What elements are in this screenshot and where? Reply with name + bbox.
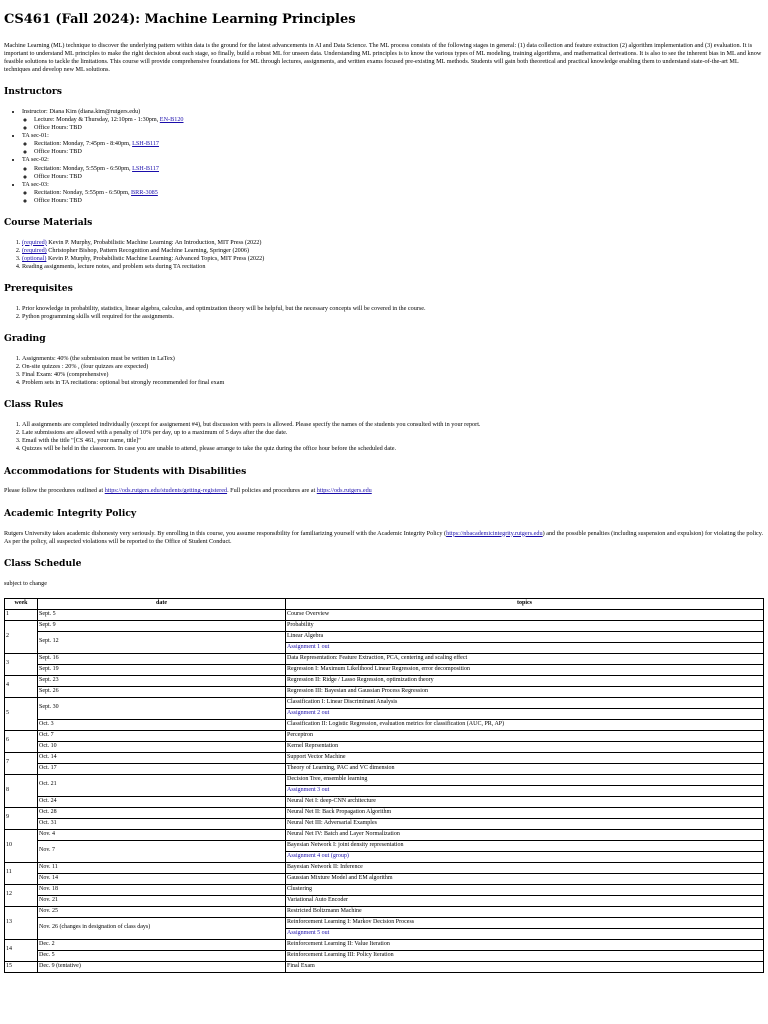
date-cell: Oct. 28 xyxy=(38,807,286,818)
optional-tag-link[interactable]: (optional) xyxy=(22,254,47,262)
topic-cell: Course Overview xyxy=(286,609,764,620)
topic-cell: Data Representation: Feature Extraction, PCA, centering and scaling effect xyxy=(286,653,764,664)
ta1-room-link[interactable]: LSH-B117 xyxy=(132,140,160,148)
date-cell: Sept. 19 xyxy=(38,664,286,675)
material-item xyxy=(22,247,764,255)
ta-label-1: TA sec-01: xyxy=(22,132,49,140)
topic-cell: Regression II: Ridge / Lasso Regression, optimization theory xyxy=(286,675,764,686)
topic-cell: Reinforcement Learning I: Markov Decision Process xyxy=(286,917,764,928)
week-cell: 12 xyxy=(5,884,38,906)
date-cell: Oct. 31 xyxy=(38,818,286,829)
schedule-row xyxy=(5,895,764,906)
schedule-row xyxy=(5,829,764,840)
assignment-link[interactable]: Assignment 3 out xyxy=(286,785,764,796)
schedule-row xyxy=(5,609,764,620)
material-item xyxy=(22,239,764,247)
ta-label-3: TA sec-03: xyxy=(22,180,49,188)
rule-item: 4. Quizzes will be held in the classroom. In case you are unable to attend, please arrange to take the quiz during the office hour before the scheduled date. xyxy=(22,445,764,453)
accommodations-text-part: Please follow the procedures outlined at xyxy=(4,487,105,495)
ta1-office-hours: ◦ Office Hours: TBD xyxy=(34,148,764,156)
topic-cell: Classification I: Linear Discriminant Analysis xyxy=(286,697,764,708)
instructor-name: Instructor: Diana Kim (diana.kim@rutgers.edu) xyxy=(22,108,141,116)
material-text: Kevin P. Murphy, Probabilistic Machine Learning: An Introduction, MIT Press (2022) xyxy=(46,238,262,246)
assignment-link[interactable]: Assignment 4 out (group) xyxy=(286,851,764,862)
assignment-link[interactable]: Assignment 5 out xyxy=(286,928,764,939)
topic-cell: Neural Net IV: Batch and Layer Normalization xyxy=(286,829,764,840)
topic-cell: Kernel Reprsentation xyxy=(286,741,764,752)
ta3-recitation xyxy=(34,189,764,197)
integrity-text-part: ) and the possible penalties (including suspension and expulsion) for violating the policy. As per the policy, all suspected violations will be reported to the Office of Student Conduct. xyxy=(4,529,764,545)
topic-cell: Reinforcement Learning II: Value Iteration xyxy=(286,939,764,950)
week-cell: 2 xyxy=(5,620,38,653)
topic-cell: Variational Auto Encoder xyxy=(286,895,764,906)
week-column-header: week xyxy=(5,598,38,609)
grading-item: 3. Final Exam: 40% (comprehensive) xyxy=(22,371,764,379)
ods-link[interactable]: https://ods.rutgers.edu xyxy=(316,487,372,495)
grading-heading: Grading xyxy=(4,333,46,345)
date-cell: Nov. 26 (changes in designation of class days) xyxy=(38,917,286,939)
assignment-link[interactable]: Assignment 2 out xyxy=(286,708,764,719)
lecture-room-link[interactable]: EN-B120 xyxy=(159,116,184,124)
schedule-row xyxy=(5,774,764,785)
week-cell: 5 xyxy=(5,697,38,730)
topic-cell: Neural Net I: deep-CNN architecture xyxy=(286,796,764,807)
date-cell: Nov. 11 xyxy=(38,862,286,873)
accommodations-text-part: . Full policies and procedures are at xyxy=(227,487,317,495)
schedule-row xyxy=(5,917,764,928)
prerequisites-list xyxy=(4,305,764,321)
topic-cell: Neural Net III: Adversarial Examples xyxy=(286,818,764,829)
schedule-table xyxy=(4,598,764,973)
week-cell: 13 xyxy=(5,906,38,939)
integrity-heading: Academic Integrity Policy xyxy=(4,507,137,519)
schedule-row xyxy=(5,664,764,675)
date-cell: Sept. 16 xyxy=(38,653,286,664)
week-cell: 3 xyxy=(5,653,38,675)
lecture-info xyxy=(34,116,764,124)
week-cell: 15 xyxy=(5,961,38,972)
week-cell: 9 xyxy=(5,807,38,829)
topic-cell: Bayesian Network II: Inference xyxy=(286,862,764,873)
schedule-row xyxy=(5,653,764,664)
ods-registration-link[interactable]: https://ods.rutgers.edu/students/getting-registered xyxy=(104,487,228,495)
required-tag-link[interactable]: (required) xyxy=(22,246,47,254)
week-cell: 7 xyxy=(5,752,38,774)
schedule-row xyxy=(5,719,764,730)
integrity-text xyxy=(4,530,764,546)
schedule-row xyxy=(5,840,764,851)
week-cell: 4 xyxy=(5,675,38,697)
date-cell: Nov. 18 xyxy=(38,884,286,895)
lecture-time: Lecture: Monday & Thursday, 12:10pm - 1:30pm, xyxy=(34,116,160,124)
grading-list xyxy=(4,355,764,387)
schedule-body xyxy=(5,609,764,972)
schedule-row xyxy=(5,807,764,818)
schedule-row xyxy=(5,873,764,884)
rule-item: 3. Email with the title "[CS 461, your name, title]" xyxy=(22,437,764,445)
date-cell: Oct. 14 xyxy=(38,752,286,763)
week-cell: 6 xyxy=(5,730,38,752)
ta2-recitation-time: Recitation: Monday, 5:55pm - 6:50pm, xyxy=(34,164,133,172)
topic-cell: Classification II: Logistic Regression, evaluation metrics for classification (AUC, PR, AP) xyxy=(286,719,764,730)
ta-item-1 xyxy=(22,132,764,156)
schedule-row xyxy=(5,631,764,642)
date-cell: Sept. 12 xyxy=(38,631,286,653)
topic-cell: Support Vector Machine xyxy=(286,752,764,763)
date-cell: Oct. 21 xyxy=(38,774,286,796)
class-rules-list xyxy=(4,421,764,453)
topic-cell: Perceptron xyxy=(286,730,764,741)
schedule-row xyxy=(5,686,764,697)
topic-cell: Reinforcement Learning III: Policy Iteration xyxy=(286,950,764,961)
ta2-room-link[interactable]: LSH-B117 xyxy=(132,164,160,172)
week-cell: 8 xyxy=(5,774,38,807)
instructor-item xyxy=(22,108,764,132)
schedule-row xyxy=(5,620,764,631)
schedule-row xyxy=(5,697,764,708)
date-cell: Sept. 30 xyxy=(38,697,286,719)
schedule-row xyxy=(5,752,764,763)
date-cell: Oct. 7 xyxy=(38,730,286,741)
ta-label-2: TA sec-02: xyxy=(22,156,49,164)
accommodations-text xyxy=(4,487,764,495)
schedule-heading: Class Schedule xyxy=(4,557,82,569)
topic-cell: Regression III: Bayesian and Gaussian Process Regression xyxy=(286,686,764,697)
schedule-row xyxy=(5,675,764,686)
schedule-row xyxy=(5,818,764,829)
material-text: Christopher Bishop, Pattern Recognition and Machine Learning, Springer (2006) xyxy=(46,246,250,254)
date-cell: Oct. 17 xyxy=(38,763,286,774)
prerequisite-item: 1. Prior knowledge in probability, statistics, linear algebra, calculus, and optimization theory will be helpful, but the necessary concepts will be covered in the course. xyxy=(22,305,764,313)
date-cell: Dec. 9 (tentative) xyxy=(38,961,286,972)
topic-cell: Final Exam xyxy=(286,961,764,972)
prerequisite-item: 2. Python programming skills will required for the assignments. xyxy=(22,313,764,321)
date-cell: Dec. 5 xyxy=(38,950,286,961)
materials-heading: Course Materials xyxy=(4,216,93,228)
date-cell: Oct. 3 xyxy=(38,719,286,730)
topic-cell: Theory of Learning, PAC and VC dimension xyxy=(286,763,764,774)
week-cell: 10 xyxy=(5,829,38,862)
schedule-row xyxy=(5,741,764,752)
date-cell: Oct. 10 xyxy=(38,741,286,752)
instructors-list xyxy=(4,108,764,205)
ta-item-2 xyxy=(22,156,764,180)
topic-cell: Restricted Boltzmann Machine xyxy=(286,906,764,917)
date-cell: Nov. 21 xyxy=(38,895,286,906)
grading-item: 2. On-site quizzes : 20% , (four quizzes are expected) xyxy=(22,363,764,371)
topic-cell: Gaussian Mixture Model and EM algorithm xyxy=(286,873,764,884)
date-cell: Nov. 14 xyxy=(38,873,286,884)
date-cell: Sept. 5 xyxy=(38,609,286,620)
topic-cell: Regression I: Maximum Likelihood Linear Regression, error decomposition xyxy=(286,664,764,675)
schedule-row xyxy=(5,906,764,917)
schedule-note: subject to change xyxy=(4,579,47,587)
grading-item: 1. Assignments: 40% (the submission must be written in LaTex) xyxy=(22,355,764,363)
date-cell: Nov. 4 xyxy=(38,829,286,840)
material-text: Kevin P. Murphy, Probabilistic Machine Learning: Advanced Topics, MIT Press (2022) xyxy=(46,254,265,262)
date-column-header: date xyxy=(38,598,286,609)
schedule-row xyxy=(5,730,764,741)
rule-item: 1. All assignments are completed individually (except for assignement #4), but discussion with peers is allowed. Please specify the names of the students you consulted with in your report. xyxy=(22,421,764,429)
schedule-row xyxy=(5,862,764,873)
schedule-header-row xyxy=(5,598,764,609)
topic-cell: Neural Net II: Back Propagation Algorithm xyxy=(286,807,764,818)
date-cell: Oct. 24 xyxy=(38,796,286,807)
date-cell: Sept. 26 xyxy=(38,686,286,697)
date-cell: Sept. 9 xyxy=(38,620,286,631)
rule-item: 2. Late submissions are allowed with a penalty of 10% per day, up to a maximum of 5 days after the due date. xyxy=(22,429,764,437)
topic-cell: Bayesian Network I: joint density representation xyxy=(286,840,764,851)
ta3-room-link[interactable]: BRR-3085 xyxy=(131,188,158,196)
ta1-recitation xyxy=(34,140,764,148)
material-item xyxy=(22,255,764,263)
course-intro: Machine Learning (ML) technique to discover the underlying pattern within data is the ground for the latest advancements in AI and Data Science. The ML process consists of the following stages in general: (1) data collection and feature extraction (2) algorithm implementation and (3) evaluation. It is important to understand ML principles to make the right decision about each stage, so finally, build a robust ML for unseen data. Understanding ML principles is to know the various types of ML modeling, training algorithms, and mathematical derivations. It is also to see the inherent bias in ML and know feasible solutions to tackle the limitations. This course will provide comprehensive foundations for ML through lectures, assignments, and written exams focused pre-existing ML methods. Students will gain both theoretical and practical knowledge enabling them to understand state-of-the-art ML techniques and develop new ML solutions. xyxy=(4,41,762,74)
ta1-recitation-time: Recitation: Monday, 7:45pm - 8:40pm, xyxy=(34,140,133,148)
schedule-row xyxy=(5,961,764,972)
ta2-recitation xyxy=(34,165,764,173)
ta2-office-hours: ◦ Office Hours: TBD xyxy=(34,173,764,181)
assignment-link[interactable]: Assignment 1 out xyxy=(286,642,764,653)
schedule-row xyxy=(5,796,764,807)
date-cell: Sept. 23 xyxy=(38,675,286,686)
materials-list xyxy=(4,239,764,271)
ta3-recitation-time: Recitation: Nonday, 5:55pm - 6:50pm, xyxy=(34,188,132,196)
topic-cell: Probability xyxy=(286,620,764,631)
week-cell: 11 xyxy=(5,862,38,884)
date-cell: Dec. 2 xyxy=(38,939,286,950)
integrity-policy-link[interactable]: https://nbacademicintegrity.rutgers.edu xyxy=(446,529,543,537)
date-cell: Nov. 7 xyxy=(38,840,286,862)
date-cell: Nov. 25 xyxy=(38,906,286,917)
schedule-row xyxy=(5,939,764,950)
schedule-row xyxy=(5,763,764,774)
grading-item: 4. Problem sets in TA recitations: optional but strongly recommended for final exam xyxy=(22,379,764,387)
material-item: 4. Reading assignments, lecture notes, and problem sets during TA recitation xyxy=(22,263,764,271)
prerequisites-heading: Prerequisites xyxy=(4,283,73,295)
ta3-office-hours: ◦ Office Hours: TBD xyxy=(34,197,764,205)
schedule-row xyxy=(5,950,764,961)
integrity-text-part: Rutgers University takes academic dishonesty very seriously. By enrolling in this course, you assume responsibility for familiarizing yourself with the Academic Integrity Policy ( xyxy=(4,529,447,537)
topic-cell: Decision Tree, ensemble learning xyxy=(286,774,764,785)
instructors-heading: Instructors xyxy=(4,86,62,98)
page-title: CS461 (Fall 2024): Machine Learning Principles xyxy=(4,12,356,27)
week-cell: 14 xyxy=(5,939,38,961)
schedule-row xyxy=(5,884,764,895)
topic-cell: Clustering xyxy=(286,884,764,895)
class-rules-heading: Class Rules xyxy=(4,399,64,411)
accommodations-heading: Accommodations for Students with Disabilities xyxy=(4,465,247,477)
week-cell: 1 xyxy=(5,609,38,620)
instructor-office-hours: ◦ Office Hours: TBD xyxy=(34,124,764,132)
topics-column-header: topics xyxy=(286,598,764,609)
required-tag-link[interactable]: (required) xyxy=(22,238,47,246)
topic-cell: Linear Algebra xyxy=(286,631,764,642)
ta-item-3 xyxy=(22,181,764,205)
